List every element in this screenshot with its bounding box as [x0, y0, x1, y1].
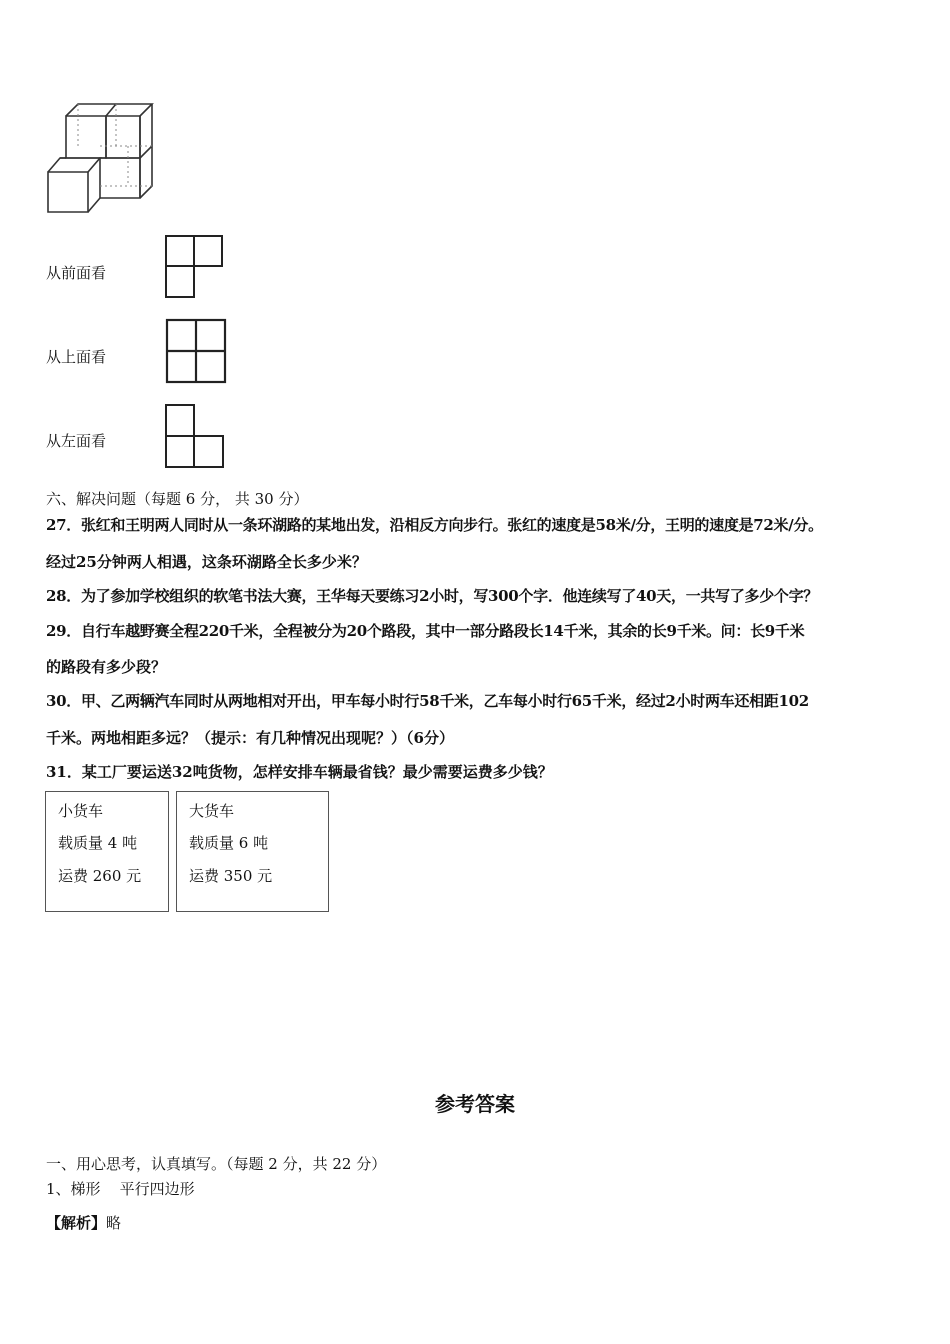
large-truck-box	[176, 791, 329, 912]
answers-title: 参考答案	[435, 1092, 515, 1116]
large-truck-name: 大货车	[189, 802, 235, 820]
large-truck-fee: 运费 350 元	[189, 867, 273, 885]
question-27-line1: 27．张红和王明两人同时从一条环湖路的某地出发，沿相反方向步行。张红的速度是58米/分，王明的速度是72米/分。	[46, 516, 823, 534]
small-truck-box	[45, 791, 169, 912]
analysis-text: 略	[106, 1214, 122, 1232]
question-30-line2: 千米。两地相距多远？（提示：有几种情况出现呢？）（6分）	[46, 729, 454, 747]
left-view-label: 从左面看	[46, 432, 107, 450]
question-29-line1: 29．自行车越野赛全程220千米，全程被分为20个路段，其中一部分路段长14千米，其余的长9千米。问：长9千米	[46, 622, 805, 640]
top-view-figure	[164, 317, 228, 385]
front-view-figure	[163, 234, 225, 300]
left-view-figure	[163, 402, 227, 470]
answer-1: 1、梯形 平行四边形	[46, 1180, 195, 1198]
answers-section1-heading: 一、用心思考，认真填写。（每题 2 分，共 22 分）	[46, 1155, 387, 1173]
front-view-label: 从前面看	[46, 264, 107, 282]
question-30-line1: 30．甲、乙两辆汽车同时从两地相对开出，甲车每小时行58千米，乙车每小时行65千米，经过2小时两车还相距102	[46, 692, 809, 710]
top-view-label: 从上面看	[46, 348, 107, 366]
analysis-line	[46, 1212, 121, 1233]
question-28: 28．为了参加学校组织的软笔书法大赛，王华每天要练习2小时，写300个字．他连续写了40天，一共写了多少个字？	[46, 587, 819, 605]
large-truck-load: 载质量 6 吨	[189, 834, 269, 852]
cube-stack-figure	[44, 100, 159, 220]
question-31: 31．某工厂要运送32吨货物，怎样安排车辆最省钱？最少需要运费多少钱？	[46, 763, 553, 781]
small-truck-name: 小货车	[58, 802, 104, 820]
small-truck-load: 载质量 4 吨	[58, 834, 138, 852]
question-27-line2: 经过25分钟两人相遇，这条环湖路全长多少米？	[46, 553, 367, 571]
question-29-line2: 的路段有多少段？	[46, 658, 167, 676]
section6-heading: 六、解决问题（每题 6 分， 共 30 分）	[46, 490, 309, 508]
analysis-label: 【解析】	[46, 1214, 107, 1232]
small-truck-fee: 运费 260 元	[58, 867, 142, 885]
